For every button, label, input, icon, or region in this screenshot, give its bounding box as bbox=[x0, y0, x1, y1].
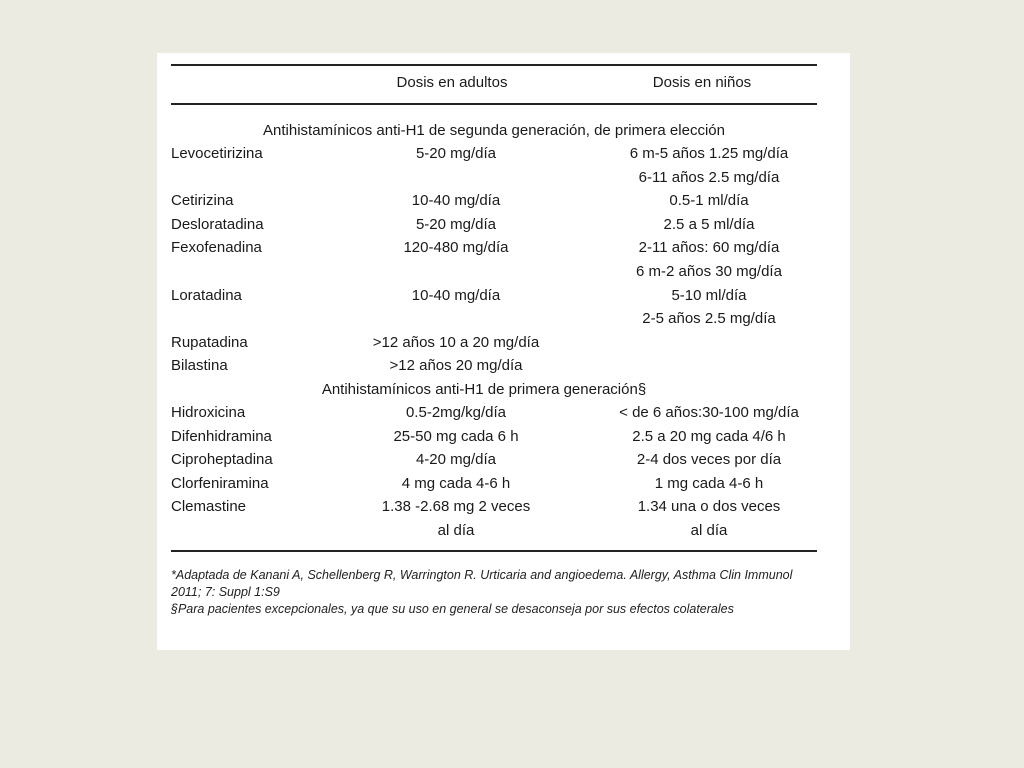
child-dose-cell: 2.5 a 20 mg cada 4/6 h bbox=[632, 427, 786, 445]
child-dose-cell: 6 m-2 años 30 mg/día bbox=[636, 263, 782, 280]
adult-dose-cell: 5-20 mg/día bbox=[415, 145, 497, 162]
table-row bbox=[171, 448, 817, 472]
child-dose-cell: 2-11 años: 60 mg/día bbox=[638, 239, 780, 257]
adult-dose-cell: al día bbox=[437, 522, 475, 539]
drug-name-cell: Loratadina bbox=[171, 286, 242, 304]
child-dose-cell: 1.34 una o dos veces bbox=[637, 498, 781, 516]
table-row bbox=[171, 401, 817, 425]
drug-name-cell: Clorfeniramina bbox=[171, 474, 269, 492]
drug-name-cell: Clemastine bbox=[171, 498, 247, 516]
top-rule bbox=[171, 64, 817, 66]
drug-name-cell: Cetirizina bbox=[171, 192, 234, 210]
drug-name-cell: Fexofenadina bbox=[171, 239, 262, 257]
header-child-dose: Dosis en niños bbox=[652, 74, 752, 91]
child-dose-cell: 6-11 años 2.5 mg/día bbox=[638, 168, 780, 186]
adult-dose-cell: 10-40 mg/día bbox=[411, 286, 501, 304]
adult-dose-cell: 4 mg cada 4-6 h bbox=[401, 474, 511, 492]
footnote-source: *Adaptada de Kanani A, Schellenberg R, Warrington R. Urticaria and angioedema. Allergy, Asthma Clin Immunol 2011; 7: Suppl 1:S9 bbox=[171, 568, 793, 599]
adult-dose-cell: >12 años 10 a 20 mg/día bbox=[372, 333, 540, 351]
drug-name-cell: Difenhidramina bbox=[171, 427, 272, 445]
table-row bbox=[171, 142, 817, 166]
footnote-note: §Para pacientes excepcionales, ya que su uso en general se desaconseja por sus efectos colaterales bbox=[171, 602, 734, 616]
table-row bbox=[171, 495, 817, 519]
bottom-rule bbox=[171, 550, 817, 552]
child-dose-cell: 2-4 dos veces por día bbox=[636, 451, 782, 469]
adult-dose-cell: 120-480 mg/día bbox=[403, 239, 509, 257]
drug-name-cell: Desloratadina bbox=[171, 215, 264, 233]
table-row bbox=[171, 236, 817, 260]
child-dose-cell: al día bbox=[690, 522, 728, 539]
table-row bbox=[171, 260, 817, 284]
child-dose-cell: 2-5 años 2.5 mg/día bbox=[642, 310, 776, 328]
child-dose-cell: 6 m-5 años 1.25 mg/día bbox=[629, 145, 789, 162]
child-dose-cell: 2.5 a 5 ml/día bbox=[663, 215, 755, 233]
section-second-generation: Antihistamínicos anti-H1 de segunda generación, de primera elección bbox=[263, 122, 725, 139]
table-row bbox=[171, 166, 817, 190]
adult-dose-cell: 25-50 mg cada 6 h bbox=[393, 427, 519, 445]
adult-dose-cell: 4-20 mg/día bbox=[415, 451, 497, 469]
table-row bbox=[171, 519, 817, 543]
drug-name-cell: Hidroxicina bbox=[171, 404, 246, 421]
table-row bbox=[171, 284, 817, 308]
table-sheet bbox=[157, 53, 850, 650]
adult-dose-cell: 5-20 mg/día bbox=[415, 215, 497, 233]
child-dose-cell: < de 6 años:30-100 mg/día bbox=[619, 404, 799, 421]
table-row bbox=[171, 307, 817, 331]
table-row bbox=[171, 213, 817, 237]
drug-name-cell: Rupatadina bbox=[171, 333, 248, 351]
drug-name-cell: Bilastina bbox=[171, 357, 228, 375]
child-dose-cell: 5-10 ml/día bbox=[671, 286, 747, 304]
section-first-generation: Antihistamínicos anti-H1 de primera generación§ bbox=[321, 381, 647, 398]
table-row bbox=[171, 354, 817, 378]
drug-name-cell: Ciproheptadina bbox=[171, 451, 273, 469]
adult-dose-cell: 0.5-2mg/kg/día bbox=[405, 404, 507, 421]
table-row bbox=[171, 331, 817, 355]
adult-dose-cell: 1.38 -2.68 mg 2 veces bbox=[381, 498, 531, 516]
table-row bbox=[171, 189, 817, 213]
child-dose-cell: 1 mg cada 4-6 h bbox=[654, 474, 764, 492]
child-dose-cell: 0.5-1 ml/día bbox=[669, 192, 749, 210]
table-row bbox=[171, 472, 817, 496]
table-row bbox=[171, 425, 817, 449]
adult-dose-cell: 10-40 mg/día bbox=[411, 192, 501, 210]
drug-name-cell: Levocetirizina bbox=[171, 145, 263, 162]
header-rule bbox=[171, 103, 817, 105]
header-adult-dose: Dosis en adultos bbox=[396, 74, 508, 91]
adult-dose-cell: >12 años 20 mg/día bbox=[389, 357, 523, 375]
